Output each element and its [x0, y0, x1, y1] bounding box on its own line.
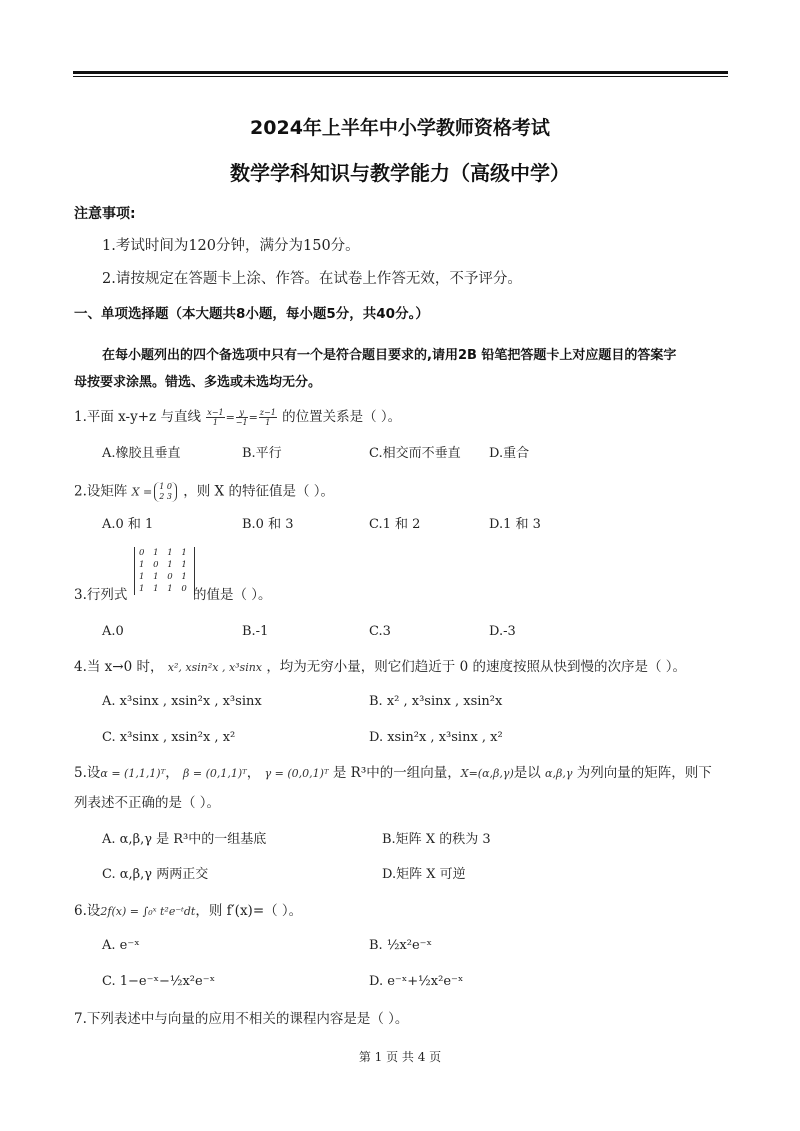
q2-suffix: ，则 X 的特征值是（ ）。 [183, 483, 334, 500]
q1-option-b: B.平行 [242, 446, 282, 461]
q1-frac-3: $\frac{z-1}{1}$ [259, 408, 276, 427]
q6-option-a: A. e⁻ˣ [102, 938, 140, 953]
question-7: 7.下列表述中与向量的应用不相关的课程内容是是（ ）。 [74, 1011, 409, 1027]
q2-option-d: D.1 和 3 [489, 517, 541, 532]
question-1: 1.平面 x-y+z 与直线 $\frac{x-1}{1}$ = $\frac{y}{-1}$ = $\frac{z-1}{1}$ 的位置关系是（ ）。 [74, 408, 402, 427]
q4-option-d: D. xsin²x , x³sinx , x² [369, 730, 503, 745]
q3-option-d: D.-3 [489, 624, 516, 639]
q1-option-c: C.相交而不垂直 [369, 446, 461, 461]
q3-option-c: C.3 [369, 624, 391, 639]
notice-item-2: 2.请按规定在答题卡上涂、作答。在试卷上作答无效，不予评分。 [102, 271, 522, 287]
notice-item-1: 1.考试时间为120分钟，满分为150分。 [102, 238, 360, 254]
exam-subtitle: 数学学科知识与教学能力（高级中学） [230, 161, 570, 185]
q4-option-a: A. x³sinx , xsin²x , x³sinx [102, 694, 262, 709]
q5-vec-c: γ = (0,0,1)ᵀ [264, 767, 329, 780]
q5-vec-b: β = (0,1,1)ᵀ [183, 767, 247, 780]
section-instruction-line1: 在每小题列出的四个备选项中只有一个是符合题目要求的,请用2B 铅笔把答题卡上对应题目的答案字 [102, 348, 677, 363]
q2-option-c: C.1 和 2 [369, 517, 421, 532]
q1-frac-1: $\frac{x-1}{1}$ [207, 408, 224, 427]
q3-option-b: B.-1 [242, 624, 269, 639]
exam-title: 2024年上半年中小学教师资格考试 [250, 117, 550, 139]
q5-option-c: C. α,β,γ 两两正交 [102, 867, 209, 882]
q4-suffix: ，均为无穷小量，则它们趋近于 0 的速度按照从快到慢的次序是（ ）。 [266, 659, 687, 675]
q1-frac-2: $\frac{y}{-1}$ [235, 408, 248, 427]
page-footer: 第 1 页 共 4 页 [358, 1050, 442, 1064]
q5-line2: 列表述不正确的是（ ）。 [74, 795, 221, 811]
section-title: 一、单项选择题（本大题共8小题，每小题5分，共40分。） [74, 306, 429, 322]
question-6 [74, 902, 302, 921]
q1-option-a: A.橡胶且垂直 [102, 446, 181, 461]
q2-option-b: B.0 和 3 [242, 517, 294, 532]
q4-prefix: 4.当 x→0 时， [74, 659, 164, 675]
q5-tail2: 为列向量的矩阵，则下 [576, 765, 712, 781]
q5-option-d: D.矩阵 X 可逆 [382, 867, 466, 882]
q5-tail: 是以 [513, 765, 541, 781]
q5-prefix: 5.设 [74, 765, 101, 781]
q1-option-d: D.重合 [489, 446, 530, 461]
q2-option-a: A.0 和 1 [102, 517, 154, 532]
q6-option-c: C. 1−e⁻ˣ−½x²e⁻ˣ [102, 974, 216, 989]
q1-suffix: 的位置关系是（ ）。 [282, 409, 402, 425]
q4-option-c: C. x³sinx , xsin²x , x² [102, 730, 236, 745]
q2-matrix-var: X = [131, 485, 153, 499]
q6-prefix: 6.设 [74, 903, 101, 919]
q5-option-a: A. α,β,γ 是 R³中的一组基底 [102, 832, 267, 847]
q5-abc: α,β,γ [545, 767, 573, 780]
q5-matrix-def: X=(α,β,γ) [460, 767, 514, 780]
q6-expr: 2f(x) = ∫₀ˣ t²e⁻ᵗdt [100, 905, 196, 918]
notice-heading: 注意事项: [74, 206, 136, 222]
q1-prefix: 1.平面 x-y+z 与直线 [74, 409, 201, 425]
q2-prefix: 2.设矩阵 [74, 483, 128, 500]
q5-vec-a: α = (1,1,1)ᵀ [100, 767, 166, 780]
q4-terms: x², xsin²x , x³sinx [167, 661, 263, 674]
q6-option-d: D. e⁻ˣ+½x²e⁻ˣ [369, 974, 464, 989]
q6-option-b: B. ½x²e⁻ˣ [369, 938, 433, 953]
q4-option-b: B. x² , x³sinx , xsin²x [369, 694, 503, 709]
top-rule-thick [73, 71, 728, 74]
q6-suffix: ，则 f′(x)=（ ）。 [195, 903, 303, 919]
q3-suffix: 的值是（ ）。 [193, 587, 272, 603]
q3-option-a: A.0 [102, 624, 124, 639]
q5-mid: 是 R³中的一组向量， [332, 765, 461, 781]
q5-option-b: B.矩阵 X 的秩为 3 [382, 832, 491, 847]
top-rule-thin [73, 76, 728, 77]
section-instruction-line2: 母按要求涂黑。错选、多选或未选均无分。 [74, 375, 322, 390]
question-5: 5.设α = (1,1,1)ᵀ， β = (0,1,1)ᵀ， γ = (0,0,1)ᵀ 是 R³中的一组向量，X=(α,β,γ)是以 α,β,γ 为列向量的矩阵，则下 [74, 765, 712, 781]
q2-matrix: 1 0 2 3 [154, 482, 177, 502]
question-2 [74, 482, 334, 502]
q3-determinant: 0 1 1 1 1 0 1 1 1 1 0 1 1 1 1 0 [134, 547, 195, 595]
q3-prefix: 3.行列式 [74, 587, 128, 603]
question-4 [74, 658, 686, 677]
